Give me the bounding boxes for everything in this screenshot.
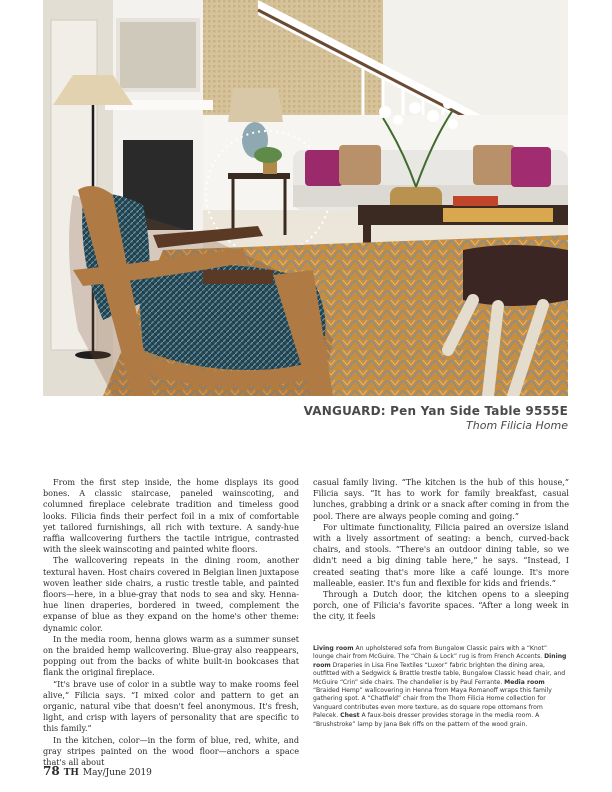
- credit-text: Draperies in Lisa Fine Textiles “Luxor” fabric brighten the dining area, outfitted with a Sedgwick & Brattle trestle table, Bungalow Classic head chair, and McGuire “Crin” side chairs. The chandelier is by Paul Ferrante.: [313, 661, 566, 686]
- credits-paragraph: [313, 645, 569, 729]
- paragraph: Through a Dutch door, the kitchen opens to a sleeping porch, one of Filicia's favorite spaces. “After a long week in the city, it feels: [313, 589, 569, 622]
- credit-label: Media room: [504, 678, 545, 686]
- paragraph: casual family living. “The kitchen is the hub of this house,” Filicia says. “It has to work for family breakfast, casual lunches, grabbing a drink or a snack after coming in from the pool. There are always people coming and going.”: [313, 477, 569, 521]
- page-number: 78: [43, 764, 60, 778]
- room-photo: [43, 0, 568, 396]
- caption-title: VANGUARD: Pen Yan Side Table 9555E: [303, 404, 568, 418]
- sources-sidebar: [313, 645, 569, 729]
- credit-label: Living room: [313, 645, 354, 652]
- paragraph: From the first step inside, the home displays its good bones. A classic staircase, paneled wainscoting, and columned fireplace celebrate tradition and timeless good looks. Filicia finds their perfect foil in a mix of comfortable yet tailored furnishings, all rich with texture. A sandy-hue raffia wallcovering furthers the tactile intrigue, contrasted with the sleek wainscoting and painted white floors.: [43, 477, 299, 555]
- credit-label: Chest: [340, 712, 360, 720]
- paragraph: The wallcovering repeats in the dining room, another textural haven. Host chairs covered in Belgian linen juxtapose woven leather side chairs, a rustic trestle table, and painted floors—here, in a blue-gray that nods to sea and sky. Henna-hue linen draperies, bordered in tweed, complement the expanse of blue as they expand on the home's other theme: dynamic color.: [43, 555, 299, 633]
- paragraph: In the media room, henna glows warm as a summer sunset on the braided hemp wallcovering. Blue-gray also reappears, popping out from the backs of white built-in bookcases that flank the original fireplace.: [43, 633, 299, 678]
- credit-label: Dining room: [313, 653, 567, 669]
- article-column-left: [43, 477, 299, 768]
- page-folio: [43, 764, 152, 778]
- issue-date: May/June 2019: [82, 768, 152, 778]
- credit-text: An upholstered sofa from Bungalow Classic pairs with a “Knot” lounge chair from McGuire. The “Chain & Lock” rug is from French Accents.: [313, 645, 548, 661]
- paragraph: For ultimate functionality, Filicia paired an oversize island with a lively assortment of seating: a bench, curved-back chairs, and stools. “There's an outdoor dining table, so we didn't need a big dining table here,” he says. “Instead, I created seating that's more like a café lounge. It's more malleable, easier. It's fun and flexible for kids and friends.”: [313, 521, 569, 588]
- article-column-right: [313, 477, 569, 623]
- credit-text: “Braided Hemp” wallcovering in Henna from Maya Romanoff wraps this family gathering spot. A “Chatfield” chair from the Thom Filicia Home collection for Vanguard contributes even more texture, as do square rope ottomans from Palecek.: [313, 687, 552, 720]
- photo-caption: [304, 404, 568, 432]
- credit-text: A faux-bois dresser provides storage in the media room. A “Brushstroke” lamp by Jana Bek riffs on the pattern of the wood grain.: [313, 712, 540, 728]
- paragraph: In the kitchen, color—in the form of blue, red, white, and gray stripes painted on the wood floor—anchors a space that's all about: [43, 734, 299, 768]
- caption-subtitle: Thom Filicia Home: [466, 419, 568, 432]
- paragraph: “It's brave use of color in a subtle way to make rooms feel alive,” Filicia says. “I mixed color and pattern to get an organic, natural vibe that doesn't feel anonymous. It's fresh, light, and crisp with layers of personality that are specific to this family.”: [43, 678, 299, 734]
- magazine-name: TH: [63, 768, 79, 778]
